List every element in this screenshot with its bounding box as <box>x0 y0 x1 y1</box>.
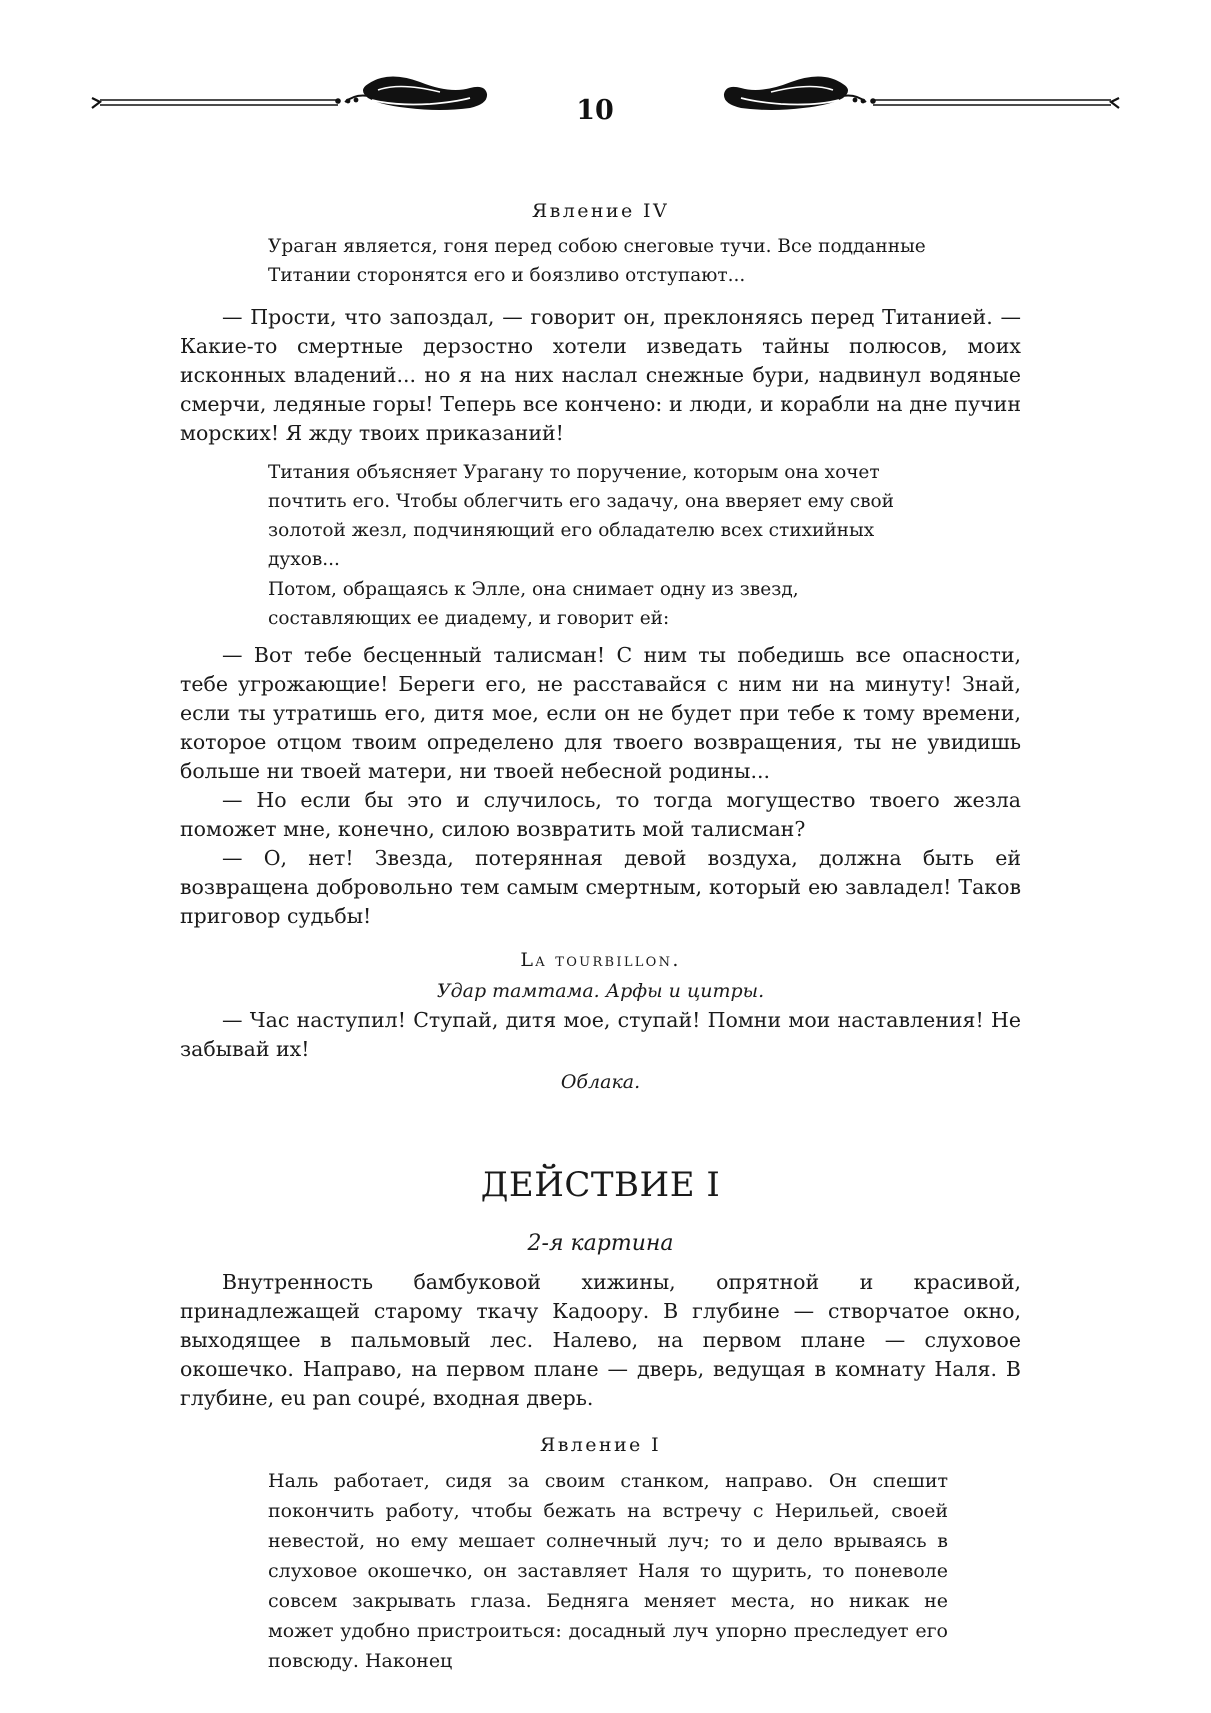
scene-title: 2-я картина <box>527 1231 674 1256</box>
page-number: 10 <box>576 95 614 126</box>
stage-direction-2 <box>268 458 928 633</box>
scene-i-title: Явление I <box>539 1433 662 1456</box>
stage-direction: Ураган является, гоня перед собою снеговые тучи. Все подданные Титании сторонятся его и боязливо отступают... <box>268 236 926 286</box>
speech-paragraph-2: — Вот тебе бесценный талисман! С ним ты победишь все опасности, тебе угрожающие! Береги его, не расставайся с ним ни на минуту! Знай, если ты утратишь его, дитя мое, если он не будет при тебе к тому времени, которое отцом твоим определено для твоего возвращения, ты не увидишь больше ни твоей матери, ни твоей небесной родины... <box>180 643 1021 783</box>
music-direction: Удар тамтама. Арфы и цитры. <box>436 980 765 1002</box>
scene-iv-title: Явление IV <box>531 200 670 222</box>
speech-paragraph-4: — О, нет! Звезда, потерянная девой воздуха, должна быть ей возвращена добровольно тем самым смертным, который ею завладел! Таков приговор судьбы! <box>180 846 1021 928</box>
scene-i-stage-direction: Наль работает, сидя за своим станком, направо. Он спешит покончить работу, чтобы бежать на встречу с Нерильей, своей невестой, но ему мешает солнечный луч; то и дело врываясь в слуховое окошечко, он заставляет Наля то щурить, то поневоле совсем закрывать глаза. Бедняга меняет места, но никак не может удобно пристроиться: досадный луч упорно преследует его повсюду. Наконец <box>268 1469 948 1672</box>
page-body <box>180 200 1021 1676</box>
speech-paragraph-3: — Но если бы это и случилось, то тогда могущество твоего жезла поможет мне, конечно, силою возвратить мой талисман? <box>180 788 1021 841</box>
music-label: La tourbillon. <box>520 949 681 971</box>
speech-paragraph: — Прости, что запоздал, — говорит он, преклоняясь перед Титанией. — Какие-то смертные дерзостно хотели изведать тайны полюсов, моих исконных владений... но я на них наслал снежные бури, надвинул водяные смерчи, ледяные горы! Теперь все кончено: и люди, и корабли на дне пучин морских! Я жду твоих приказаний! <box>180 305 1021 445</box>
clouds-direction: Облака. <box>560 1071 641 1093</box>
stage-direction-2a: Титания объясняет Урагану то поручение, которым она хочет почтить его. Чтобы облегчить его задачу, она вверяет ему свой золотой жезл, подчиняющий его обладателю всех стихийных духов... <box>268 462 894 570</box>
act-title: ДЕЙСТВИЕ I <box>480 1165 721 1205</box>
speech-paragraph-5: — Час наступил! Ступай, дитя мое, ступай! Помни мои наставления! Не забывай их! <box>180 1008 1021 1061</box>
scene-description: Внутренность бамбуковой хижины, опрятной и красивой, принадлежащей старому ткачу Кадоору. В глубине — створчатое окно, выходящее в пальмовый лес. Налево, на первом плане — слуховое окошечко. Направо, на первом плане — дверь, ведущая в комнату Наля. В глубине, eu pan coupé, входная дверь. <box>180 1270 1021 1410</box>
stage-direction-2b: Потом, обращаясь к Элле, она снимает одну из звезд, составляющих ее диадему, и говорит ей: <box>268 579 799 629</box>
